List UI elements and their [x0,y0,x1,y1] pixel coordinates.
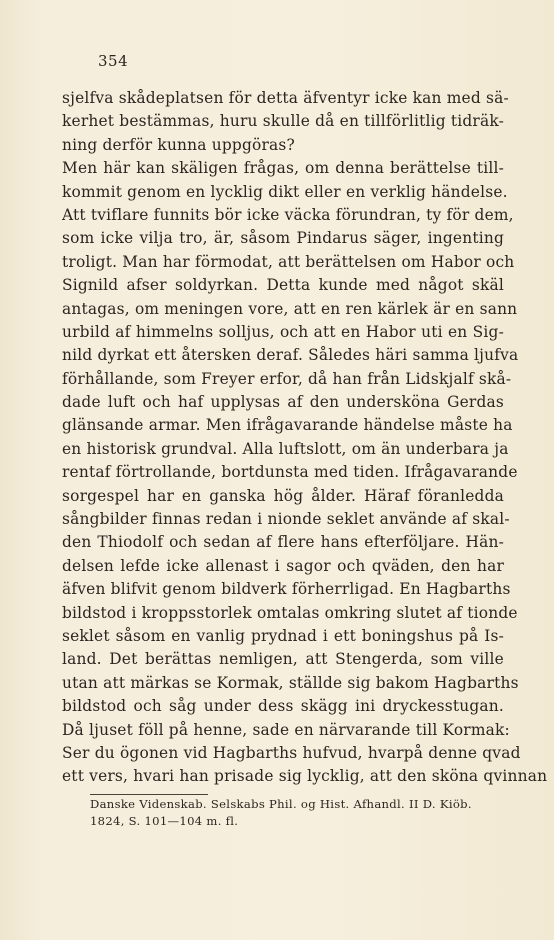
text-line: bildstod och såg under dess skägg ini dryckesstugan. [62,697,504,716]
text-line: sångbilder finnas redan i nionde seklet använde af skal- [62,510,510,529]
text-line: Då ljuset föll på henne, sade en närvarande till Kormak: [62,720,510,739]
text-line: äfven blifvit genom bildverk förherrligad. En Hagbarths [62,580,511,599]
text-line: ett vers, hvari han prisade sig lycklig, att den sköna qvinnan [62,767,548,786]
text-line: Men här kan skäligen frågas, om denna berättelse till- [62,159,504,178]
text-line: glänsande armar. Men ifrågavarande händelse måste ha [62,416,513,435]
text-line: sorgespel har en ganska hög ålder. Häraf föranledda [62,486,504,505]
text-line: kerhet bestämmas, huru skulle då en tillförlitlig tidräk- [62,112,504,131]
text-line: förhållande, som Freyer erfor, då han från Lidskjalf skå- [62,369,512,388]
footnote [90,796,504,830]
body-text [62,87,548,789]
text-line: dade luft och haf upplysas af den undersköna Gerdas [62,393,504,412]
text-line: land. Det berättas nemligen, att Stengerda, som ville [62,650,504,669]
text-line: ning derför kunna uppgöras? [62,135,295,154]
text-line: Signild afser soldyrkan. Detta kunde med något skäl [62,276,504,295]
text-line: urbild af himmelns solljus, och att en Habor uti en Sig- [62,322,504,341]
footnote-line: Danske Videnskab. Selskabs Phil. og Hist. Afhandl. II D. Kiöb. [90,797,472,811]
text-line: bildstod i kroppsstorlek omtalas omkring slutet af tionde [62,603,518,622]
text-line: nild dyrkat ett återsken deraf. Således häri samma ljufva [62,346,519,365]
page-number: 354 [98,52,129,70]
text-line: en historisk grundval. Alla luftslott, om än underbara ja [62,439,509,458]
text-line: delsen lefde icke allenast i sagor och qväden, den har [62,556,504,575]
text-line: utan att märkas se Kormak, ställde sig bakom Hagbarths [62,673,519,692]
text-line: Att tviflare funnits bör icke väcka förundran, ty för dem, [62,205,514,224]
footnote-rule [90,794,208,795]
text-line: antagas, om meningen vore, att en ren kärlek är en sann [62,299,518,318]
text-line: kommit genom en lycklig dikt eller en verklig händelse. [62,182,508,201]
text-line: den Thiodolf och sedan af flere hans efterföljare. Hän- [62,533,504,552]
text-line: Ser du ögonen vid Hagbarths hufvud, hvarpå denne qvad [62,743,521,762]
text-line: som icke vilja tro, är, såsom Pindarus säger, ingenting [62,229,504,248]
text-line: rentaf förtrollande, bortdunsta med tiden. Ifrågavarande [62,463,518,482]
text-line: troligt. Man har förmodat, att berättelsen om Habor och [62,252,515,271]
text-line: sjelfva skådeplatsen för detta äfventyr icke kan med sä- [62,89,509,107]
footnote-line: 1824, S. 101—104 m. fl. [90,814,239,828]
text-line: seklet såsom en vanlig prydnad i ett boningshus på Is- [62,626,504,645]
